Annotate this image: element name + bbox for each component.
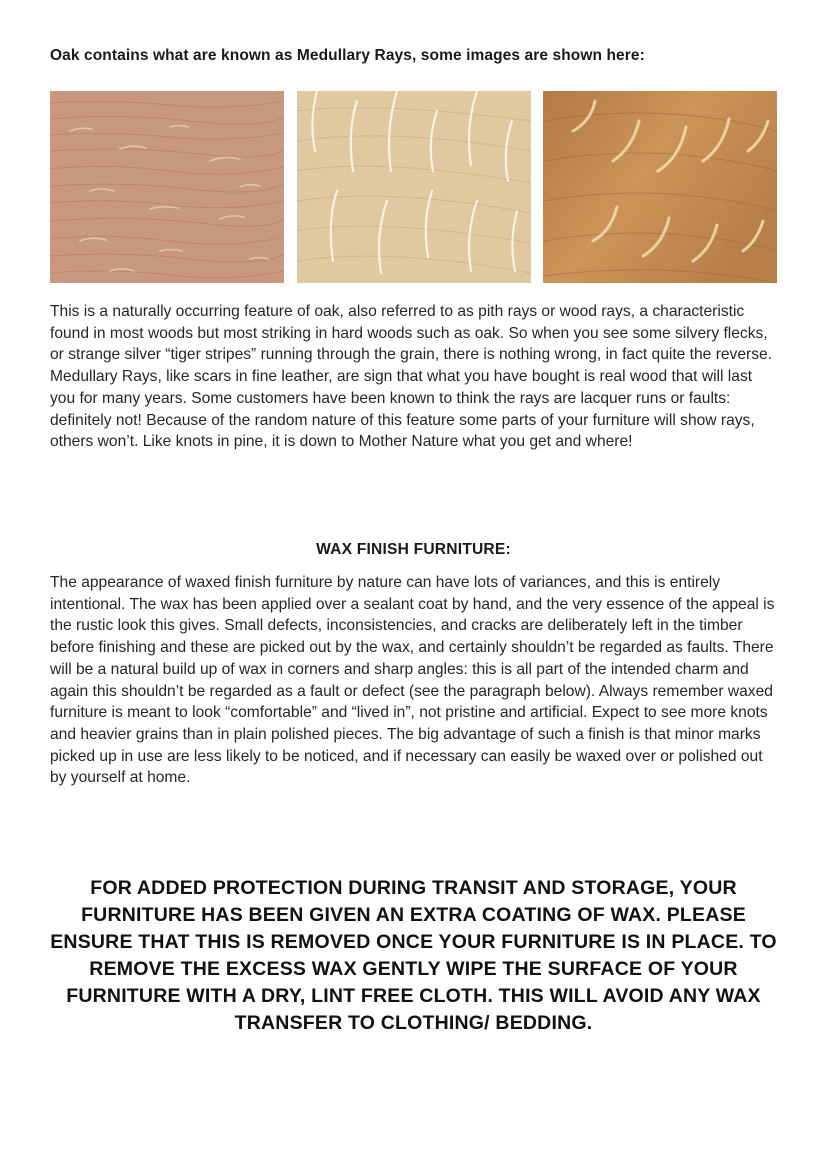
oak-sample-image-1 (50, 91, 284, 283)
medullary-rays-paragraph: This is a naturally occurring feature of oak, also referred to as pith rays or wood rays, a characteristic found in most woods but most striking in hard woods such as oak. So when you see some silvery flecks, or strange silver “tiger stripes” running through the grain, there is nothing wrong, in fact quite the reverse. Medullary Rays, like scars in fine leather, are sign that what you have bought is real wood that will last you for many years. Some customers have been known to think the rays are lacquer runs or faults: definitely not! Because of the random nature of this feature some parts of your furniture will show rays, others won’t. Like knots in pine, it is down to Mother Nature what you get and where! (50, 303, 773, 451)
wax-finish-paragraph: The appearance of waxed finish furniture by nature can have lots of variances, and this is entirely intentional. The wax has been applied over a sealant coat by hand, and the very essence of the appeal is the rustic look this gives. Small defects, inconsistencies, and cracks are deliberately left in the timber before finishing and these are picked out by the wax, and certainly shouldn’t be regarded as faults. There will be a natural build up of wax in corners and sharp angles: this is all part of the intended charm and again this shouldn’t be regarded as a fault or defect (see the paragraph below). Always remember waxed furniture is meant to look “comfortable” and “lived in”, not pristine and artificial. Expect to see more knots and heavier grains than in plain polished pieces. The big advantage of such a finish is that minor marks picked up in use are less likely to be noticed, and if necessary can easily be waxed over or polished out by yourself at home. (50, 574, 775, 787)
wax-finish-heading: WAX FINISH FURNITURE: (316, 541, 511, 558)
oak-sample-image-2 (297, 91, 531, 283)
intro-heading: Oak contains what are known as Medullary Rays, some images are shown here: (50, 47, 645, 64)
oak-sample-image-3 (543, 91, 777, 283)
oak-image-row (50, 91, 777, 283)
wax-removal-notice: FOR ADDED PROTECTION DURING TRANSIT AND STORAGE, YOUR FURNITURE HAS BEEN GIVEN AN EXTRA COATING OF WAX. PLEASE ENSURE THAT THIS IS REMOVED ONCE YOUR FURNITURE IS IN PLACE. TO REMOVE THE EXCESS WAX GENTLY WIPE THE SURFACE OF YOUR FURNITURE WITH A DRY, LINT FREE CLOTH. THIS WILL AVOID ANY WAX TRANSFER TO CLOTHING/ BEDDING. (50, 877, 777, 1034)
